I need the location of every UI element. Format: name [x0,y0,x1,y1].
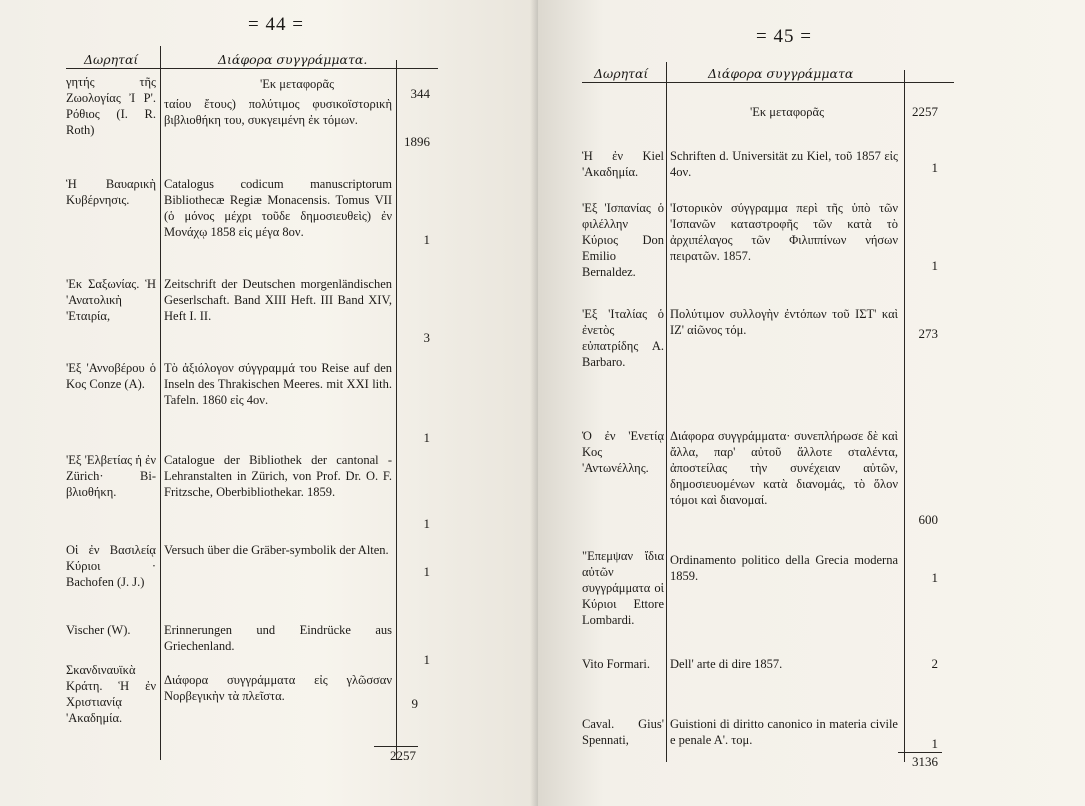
page-number: = 44 = [248,14,304,35]
donor-cell: γητής τῆς Ζωολογίας Ἰ Ρ'. Ρόθιος (I. R. Roth) [66,75,156,137]
donor-cell: Οἱ ἐν Βασιλείᾳ Κύριοι · Bachofen (J. J.) [66,543,156,589]
count-cell: 1 [931,736,938,751]
donors-column-header: Δωρηταί [84,52,139,67]
total-rule [898,752,942,753]
right-page [538,0,1085,806]
count-cell: 1 [423,516,430,531]
donor-cell: Ὁ ἐν 'Ενετίᾳ Κος 'Αντωνέλλης. [582,429,664,475]
donor-cell: 'Εκ Σαξωνίας. Ἡ 'Ανατολικὴ 'Εταιρία, [66,277,156,323]
header-rule [582,82,954,83]
description-cell: ταίου ἔτους) πολύτιμος φυσικοϊστορικὴ βιβλιοθήκη του, συκγειμένη ἐκ τόμων. [164,97,392,127]
donor-cell: 'Εξ 'Αννοβέρου ὁ Κος Conze (A). [66,361,156,391]
description-cell: Dell' arte di dire 1857. [670,657,783,671]
count-cell: 1896 [404,134,430,149]
carry-forward-value: 2257 [912,104,938,119]
description-cell: Τὸ ἀξιόλογον σύγγραμμά του Reise auf den Inseln des Thrakischen Meeres. mit XXI lith. Tafeln. 1860 εἰς 4ον. [164,361,392,407]
donor-cell: Vischer (W). [66,623,131,637]
description-cell: 'Ιστορικὸν σύγγραμμα περὶ τῆς ὑπὸ τῶν 'Ισπανῶν καταστροφῆς τῶν κατὰ τὸ ἀρχιπέλαγος τῶν Φιλιππίνων νήσων πειρατῶν. 1857. [670,201,898,263]
count-cell: 600 [918,512,938,527]
column-divider [666,62,667,762]
items-column-header: Διάφορα συγγράμματα [708,66,854,81]
description-cell: Πολύτιμον συλλογὴν ἐντόπων τοῦ ΙΣΤ' καὶ ΙΖ' αἰῶνος τόμ. [670,307,898,337]
description-cell: Catalogus codicum manuscriptorum Bibliothecæ Regiæ Monacensis. Tomus VII (ὁ μόνος μέχρι τοῦδε δημοσιευθεὶς) ἐν Μονάχῳ 1858 εἰς μέγα 8ον. [164,177,392,239]
header-rule [66,68,438,69]
donor-cell: Caval. Gius' Spennati, [582,717,664,747]
count-divider [396,60,397,760]
donor-cell: Σκανδιναυϊκὰ Κράτη. Ἡ ἐν Χριστιανίᾳ 'Ακαδημία. [66,663,156,725]
items-column-header: Διάφορα συγγράμματα. [218,52,368,67]
count-cell: 1 [931,258,938,273]
carry-forward-value: 344 [410,86,430,101]
donor-cell: Ἡ Βαυαρικὴ Κυβέρνησις. [66,177,156,207]
count-cell: 2 [931,656,938,671]
donor-cell: "Επεμψαν ἴδια αὐτῶν συγγράμματα οἱ Κύριοι Ettore Lombardi. [582,549,664,627]
count-cell: 1 [423,652,430,667]
carry-forward-label: 'Εκ μεταφορᾶς [260,77,335,91]
count-cell: 1 [931,160,938,175]
description-cell: Zeitschrift der Deutschen morgenländischen Geserlschaft. Band XIII Heft. III Band XIV, Heft I. II. [164,277,392,323]
donor-cell: Vito Formari. [582,657,650,671]
carry-forward-label: 'Εκ μεταφορᾶς [750,105,825,119]
description-cell: Catalogue der Bibliothek der cantonal - Lehranstalten in Zürich, von Prof. Dr. O. F. Fritzsche, Oberbibliothekar. 1859. [164,453,392,499]
donor-cell: 'Εξ 'Ιταλίας ὁ ἐνετὸς εὐπατρίδης A. Barbaro. [582,307,664,369]
donor-cell: 'Εξ 'Ισπανίας ὁ φιλέλλην Κύριος Don Emilio Bernaldez. [582,201,664,279]
total-rule [374,746,418,747]
count-cell: 1 [931,570,938,585]
description-cell: Ordinamento politico della Grecia moderna 1859. [670,553,898,583]
count-cell: 1 [423,430,430,445]
count-cell: 273 [918,326,938,341]
description-cell: Guistioni di diritto canonico in materia civile e penale A'. τομ. [670,717,898,747]
donors-column-header: Δωρηταί [594,66,649,81]
page-total: 3136 [912,754,938,769]
description-cell: Versuch über die Gräber-symbolik der Alten. [164,543,389,557]
description-cell: Διάφορα συγγράμματα εἰς γλῶσσαν Νορβεγικὴν τὰ πλεῖστα. [164,673,392,703]
count-cell: 1 [423,232,430,247]
page-total: 2257 [390,748,416,763]
description-cell: Schriften d. Universität zu Kiel, τοῦ 1857 εἰς 4ον. [670,149,898,179]
page-number: = 45 = [756,26,812,47]
column-divider [160,46,161,760]
description-cell: Διάφορα συγγράμματα· συνεπλήρωσε δὲ καὶ ἄλλα, παρ' αὐτοῦ ἄλλοτε σταλέντα, ἀποστείλας τὴν συνέχειαν αὐτῶν, δημοσιευομένων κατὰ διανομάς, τὸ ὅλον τόμοι καὶ διανομαί. [670,429,898,507]
count-cell: 9 [411,696,418,711]
count-cell: 1 [423,564,430,579]
donor-cell: Ἡ ἐν Kiel 'Ακαδημία. [582,149,664,179]
donor-cell: 'Εξ 'Ελβετίας ἡ ἐν Zürich· Bi-βλιοθήκη. [66,453,156,499]
description-cell: Erinnerungen und Eindrücke aus Griechenland. [164,623,392,653]
left-page [0,0,538,806]
count-cell: 3 [423,330,430,345]
